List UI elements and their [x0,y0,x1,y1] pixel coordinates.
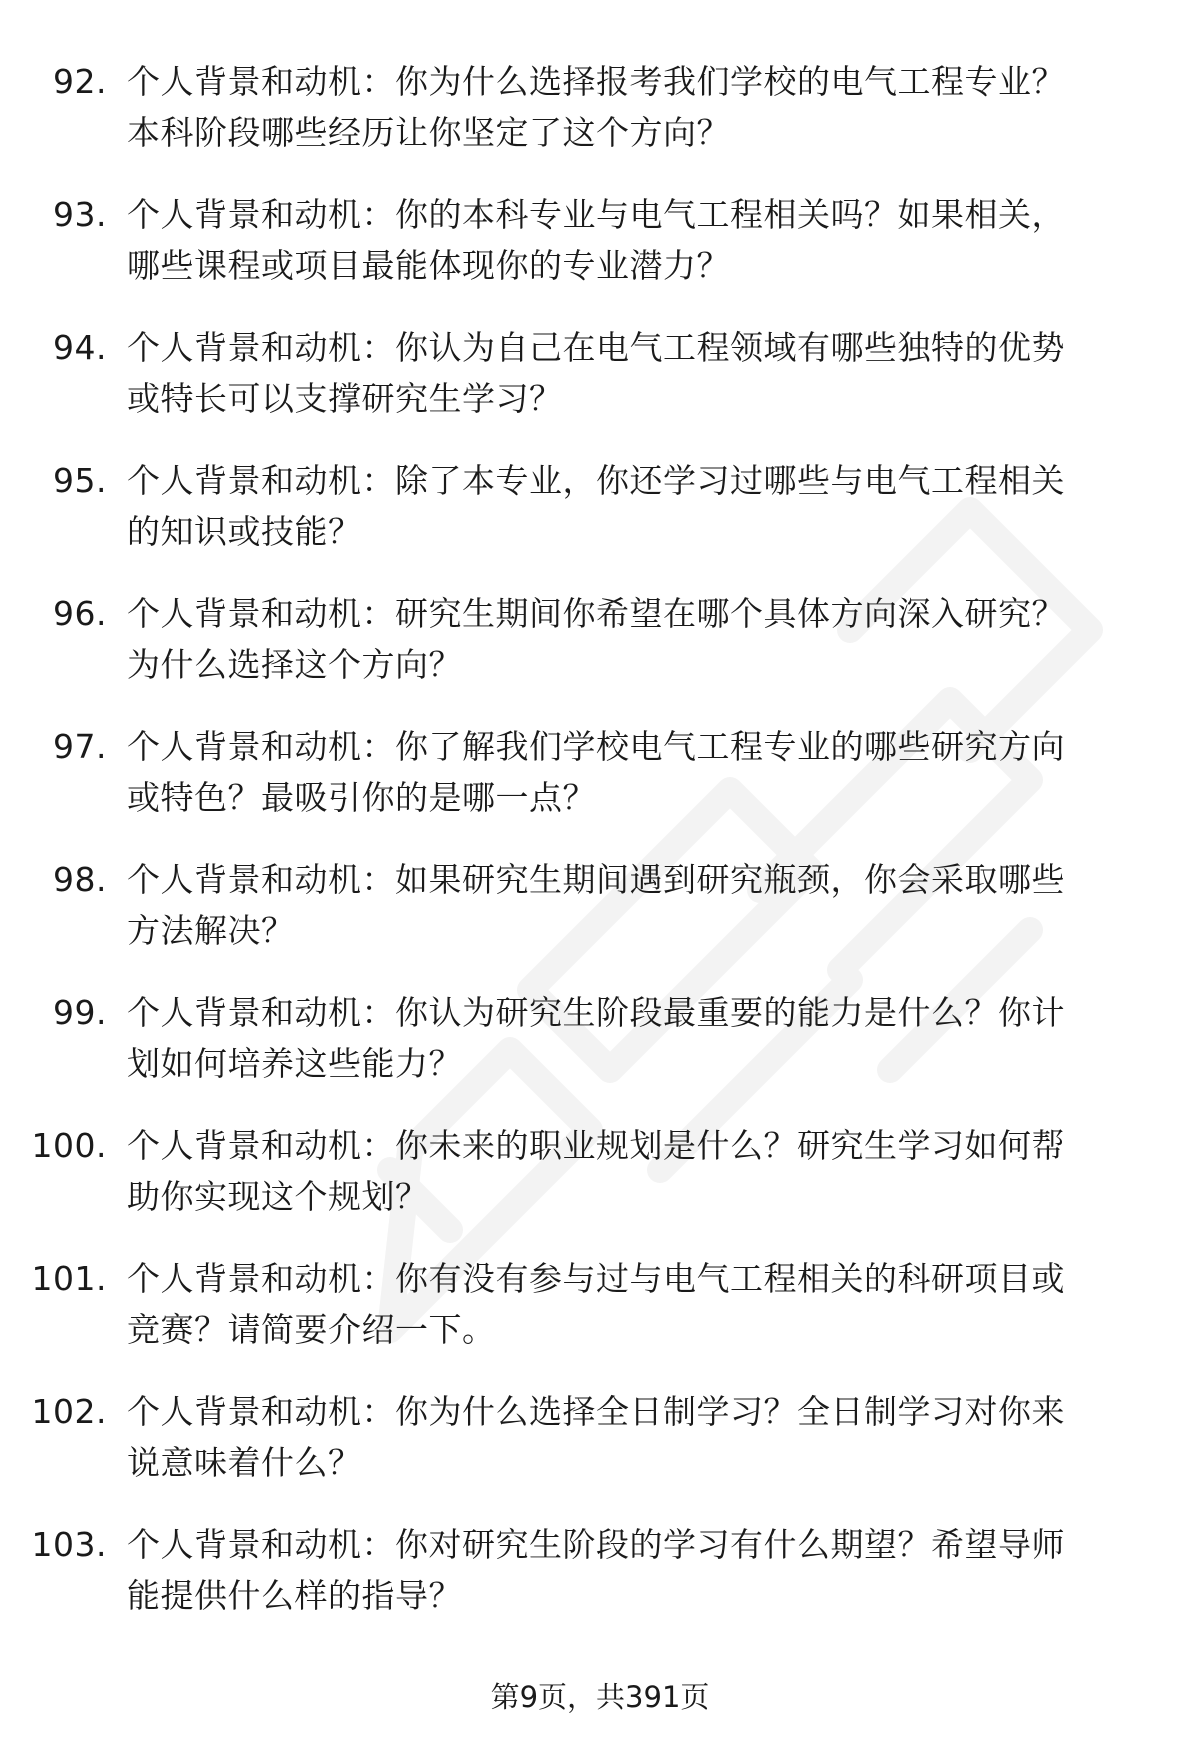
question-line: 为什么选择这个方向？ [127,645,462,684]
question-item [0,1519,1200,1652]
question-item [0,1120,1200,1253]
question-number: 97. [53,727,107,766]
question-text [127,56,1137,158]
question-number: 103. [31,1525,107,1564]
question-line: 个人背景和动机：你对研究生阶段的学习有什么期望？希望导师 [127,1525,1065,1564]
question-number: 92. [53,62,107,101]
question-line: 个人背景和动机：你未来的职业规划是什么？研究生学习如何帮 [127,1126,1065,1165]
question-line: 的知识或技能？ [127,512,362,551]
question-item [0,854,1200,987]
question-item [0,1253,1200,1386]
question-text [127,987,1137,1089]
question-item [0,322,1200,455]
question-line: 个人背景和动机：你的本科专业与电气工程相关吗？如果相关， [127,195,1065,234]
question-line: 个人背景和动机：你了解我们学校电气工程专业的哪些研究方向 [127,727,1065,766]
question-item [0,189,1200,322]
question-text [127,455,1137,557]
question-line: 个人背景和动机：你认为自己在电气工程领域有哪些独特的优势 [127,328,1065,367]
question-line: 划如何培养这些能力？ [127,1044,462,1083]
question-line: 个人背景和动机：你认为研究生阶段最重要的能力是什么？你计 [127,993,1065,1032]
question-line: 本科阶段哪些经历让你坚定了这个方向？ [127,113,730,152]
question-text [127,721,1137,823]
question-text [127,1120,1137,1222]
question-text [127,322,1137,424]
question-line: 说意味着什么？ [127,1443,362,1482]
question-text [127,1253,1137,1355]
question-line: 竞赛？请简要介绍一下。 [127,1310,496,1349]
question-line: 个人背景和动机：你为什么选择报考我们学校的电气工程专业？ [127,62,1065,101]
question-line: 个人背景和动机：你为什么选择全日制学习？全日制学习对你来 [127,1392,1065,1431]
question-item [0,987,1200,1120]
question-item [0,721,1200,854]
question-item [0,1386,1200,1519]
question-text [127,1519,1137,1621]
question-number: 98. [53,860,107,899]
question-number: 94. [53,328,107,367]
question-line: 能提供什么样的指导？ [127,1576,462,1615]
question-number: 101. [31,1259,107,1298]
question-number: 99. [53,993,107,1032]
question-item [0,56,1200,189]
page-number-footer: 第9页，共391页 [490,1680,710,1714]
question-line: 或特长可以支撑研究生学习？ [127,379,563,418]
question-text [127,588,1137,690]
question-number: 100. [31,1126,107,1165]
question-number: 96. [53,594,107,633]
question-line: 助你实现这个规划？ [127,1177,429,1216]
question-number: 93. [53,195,107,234]
question-list [0,56,1200,1652]
question-number: 95. [53,461,107,500]
question-text [127,854,1137,956]
question-text [127,189,1137,291]
question-line: 个人背景和动机：你有没有参与过与电气工程相关的科研项目或 [127,1259,1065,1298]
question-line: 个人背景和动机：如果研究生期间遇到研究瓶颈，你会采取哪些 [127,860,1065,899]
question-number: 102. [31,1392,107,1431]
question-text [127,1386,1137,1488]
question-line: 个人背景和动机：除了本专业，你还学习过哪些与电气工程相关 [127,461,1065,500]
question-item [0,455,1200,588]
question-line: 个人背景和动机：研究生期间你希望在哪个具体方向深入研究？ [127,594,1065,633]
question-line: 方法解决？ [127,911,295,950]
question-line: 或特色？最吸引你的是哪一点？ [127,778,596,817]
question-item [0,588,1200,721]
question-line: 哪些课程或项目最能体现你的专业潜力？ [127,246,730,285]
